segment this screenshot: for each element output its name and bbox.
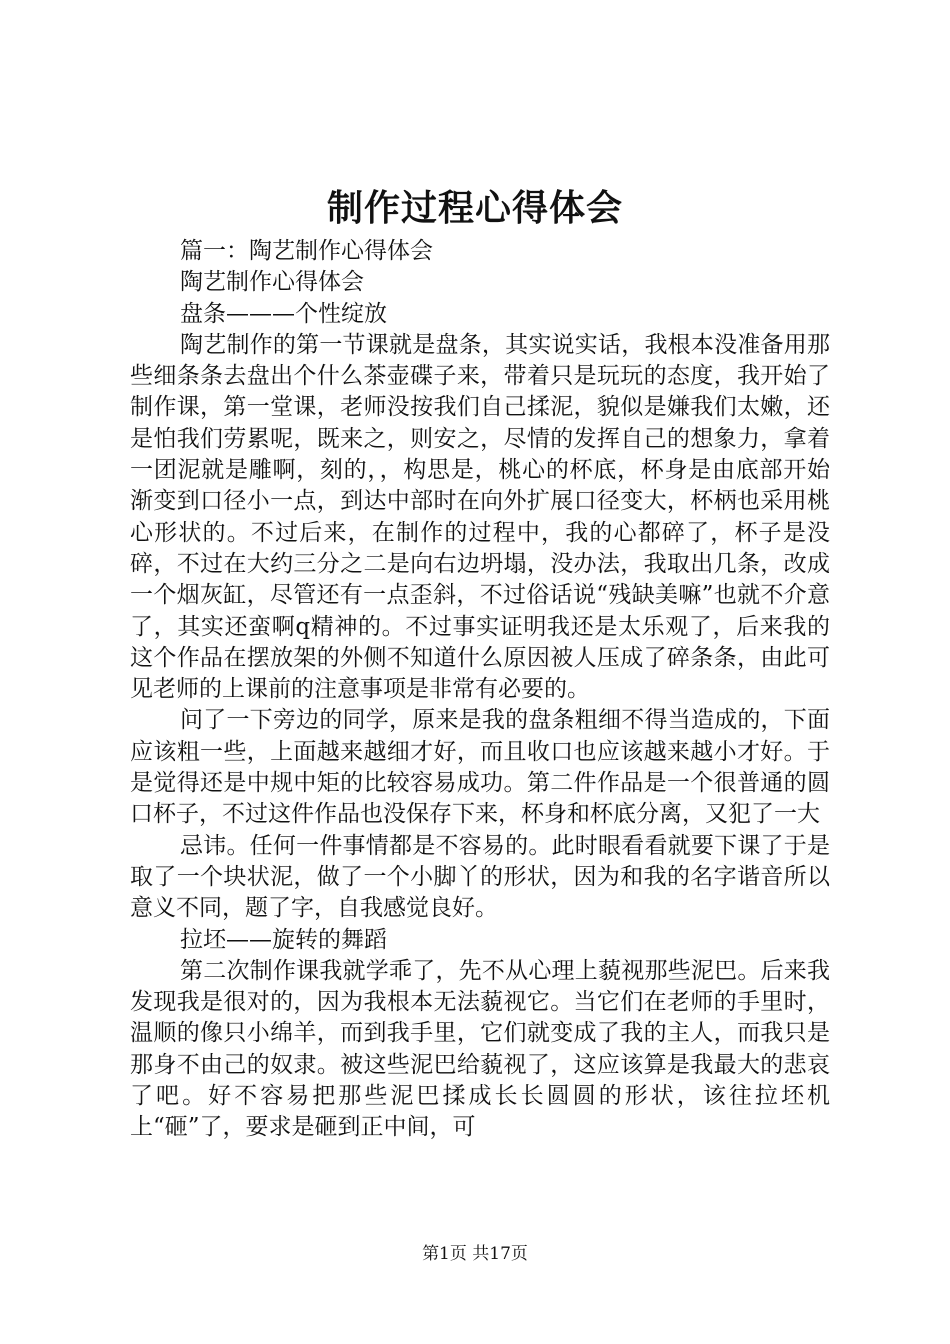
subsection-heading: 拉坯——旋转的舞蹈 (180, 926, 387, 953)
document-body (130, 236, 830, 1144)
paragraph: 忌讳。任何一件事情都是不容易的。此时眼看看就要下课了于是取了一个块状泥，做了一个小脚丫的形状，因为和我的名字谐音所以意义不同，题了字，自我感觉良好。 (130, 832, 830, 922)
article-title: 陶艺制作心得体会 (180, 269, 364, 296)
subsection-heading: 盘条———个性绽放 (180, 300, 387, 327)
section-heading: 篇一：陶艺制作心得体会 (180, 238, 433, 264)
paragraph: 问了一下旁边的同学，原来是我的盘条粗细不得当造成的，下面应该粗一些，上面越来越细才好，而且收口也应该越来越小才好。于是觉得还是中规中矩的比较容易成功。第二件作品是一个很普通的圆口杯子，不过这件作品也没保存下来，杯身和杯底分离，又犯了一大 (130, 707, 830, 828)
paragraph: 第二次制作课我就学乖了，先不从心理上藐视那些泥巴。后来我发现我是很对的，因为我根本无法藐视它。当它们在老师的手里时，温顺的像只小绵羊，而到我手里，它们就变成了我的主人，而我只是那身不由己的奴隶。被这些泥巴给藐视了，这应该算是我最大的悲哀了吧。好不容易把那些泥巴揉成长长圆圆的形状，该往拉坯机上“砸”了，要求是砸到正中间，可 (130, 957, 830, 1141)
page-footer: 第1页 共17页 (422, 1244, 528, 1264)
page-title: 制作过程心得体会 (326, 187, 623, 229)
paragraph: 陶艺制作的第一节课就是盘条，其实说实话，我根本没准备用那些细条条去盘出个什么茶壶碟子来，带着只是玩玩的态度，我开始了制作课，第一堂课，老师没按我们自己揉泥，貌似是嫌我们太嫩，还是怕我们劳累呢，既来之，则安之，尽情的发挥自己的想象力，拿着一团泥就是雕啊，刻的，，构思是，桃心的杯底，杯身是由底部开始渐变到口径小一点，到达中部时在向外扩展口径变大，杯柄也采用桃心形状的。不过后来，在制作的过程中，我的心都碎了，杯子是没碎，不过在大约三分之二是向右边坍塌，没办法，我取出几条，改成一个烟灰缸，尽管还有一点歪斜，不过俗话说“残缺美嘛”也就不介意了，其实还蛮啊q精神的。不过事实证明我还是太乐观了，后来我的这个作品在摆放架的外侧不知道什么原因被人压成了碎条条，由此可见老师的上课前的注意事项是非常有必要的。 (130, 331, 830, 703)
